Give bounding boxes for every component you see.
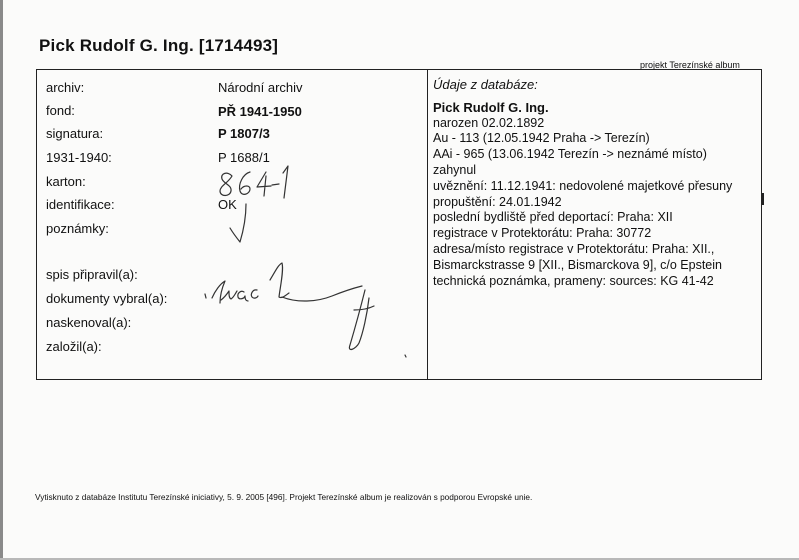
- record-card: [36, 69, 762, 380]
- karton-label: karton:: [46, 174, 86, 189]
- database-panel: [433, 77, 758, 289]
- database-line: zahynul: [433, 162, 477, 177]
- identifikace-value: OK: [218, 197, 237, 212]
- project-label: projekt Terezínské album: [640, 60, 740, 70]
- print-footer: Vytisknuto z databáze Institutu Terezínské iniciativy, 5. 9. 2005 [496]. Projekt Terezínské album je realizován s podporou Evropské unie.: [35, 492, 533, 502]
- poznamky-label: poznámky:: [46, 221, 109, 236]
- scan-edge: [0, 0, 3, 560]
- card-edge-tick: [762, 193, 764, 205]
- database-line: AAi - 965 (13.06.1942 Terezín -> neznámé místo): [433, 147, 707, 162]
- naskenoval-label: naskenoval(a):: [46, 315, 132, 330]
- database-line: uvěznění: 11.12.1941: nedovolené majetkové přesuny: [433, 178, 733, 193]
- spis-label: spis připravil(a):: [46, 267, 138, 282]
- database-line: poslední bydliště před deportací: Praha: XII: [433, 210, 673, 225]
- fond-label: fond:: [46, 103, 75, 118]
- period-value: P 1688/1: [218, 150, 270, 165]
- archiv-value: Národní archiv: [218, 80, 303, 95]
- identifikace-label: identifikace:: [46, 197, 115, 212]
- archiv-label: archiv:: [46, 80, 85, 95]
- database-line: narozen 02.02.1892: [433, 115, 545, 130]
- signatura-label: signatura:: [46, 126, 104, 141]
- signatura-value: P 1807/3: [218, 126, 270, 141]
- database-header: Údaje z databáze:: [433, 77, 538, 92]
- record-title: Pick Rudolf G. Ing. [1714493]: [39, 36, 279, 55]
- database-line: technická poznámka, prameny: sources: KG 41-42: [433, 273, 714, 288]
- dokumenty-label: dokumenty vybral(a):: [46, 291, 168, 306]
- period-label: 1931-1940:: [46, 150, 112, 165]
- fond-value: PŘ 1941-1950: [218, 104, 302, 119]
- database-line: propuštění: 24.01.1942: [433, 194, 562, 209]
- column-divider: [427, 70, 428, 379]
- database-line: adresa/místo registrace v Protektorátu: Praha: XII., Bismarckstrasse 9 [XII., Bismarckova 9], c/o Epstein: [433, 241, 722, 272]
- database-name: Pick Rudolf G. Ing.: [433, 99, 549, 115]
- zalozil-label: založil(a):: [46, 339, 102, 354]
- database-line: registrace v Protektorátu: Praha: 30772: [433, 226, 652, 241]
- database-line: Au - 113 (12.05.1942 Praha -> Terezín): [433, 131, 650, 146]
